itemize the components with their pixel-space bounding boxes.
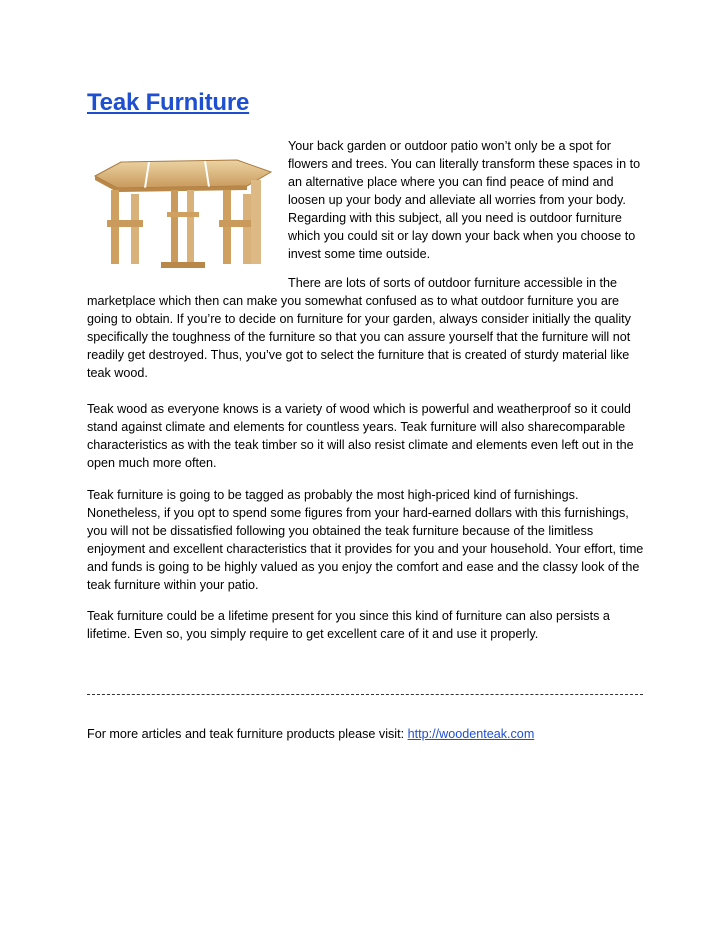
page-title: Teak Furniture xyxy=(87,89,250,116)
paragraph-intro: Your back garden or outdoor patio won’t only be a spot for flowers and trees. You can literally transform these spaces in to an alternative place where you can find peace of mind and loosen up your body and alleviate all worries from your body. Regarding with this subject, all you need is outdoor furniture which you could sit or lay down your back when you choose to invest some time outside. xyxy=(288,139,641,261)
teak-table-chairs-icon xyxy=(87,150,277,278)
divider-line xyxy=(87,694,643,695)
paragraph-choosing: There are lots of sorts of outdoor furniture accessible in the marketplace which then can make you somewhat confused as to what outdoor furniture you are going to obtain. If you’re to decide on furniture for your garden, always consider initially the quality specifically the toughness of the furniture so that you can assure yourself that the furniture will not readily get destroyed. Thus, you’ve got to select the furniture that is created of sturdy material like teak wood. xyxy=(87,276,631,380)
paragraph-price: Teak furniture is going to be tagged as probably the most high-priced kind of furnishings. Nonetheless, if you opt to spend some figures from your hard-earned dollars with this furnishings, you will not be dissatisfied following you obtained the teak furniture because of the limitless enjoyment and excellent characteristics that it provides for you and your household. Your effort, time and funds is going to be highly valued as you enjoy the comfort and ease and the classy look of the teak furniture within your patio. xyxy=(87,488,644,592)
paragraph-teak-wood: Teak wood as everyone knows is a variety of wood which is powerful and weatherproof so it could stand against climate and elements for countless years. Teak furniture will also sharecomparable characteristics as with the teak timber so it will also resist climate and elements even left out in the open much more often. xyxy=(87,402,634,470)
footer-line xyxy=(87,725,652,743)
website-link[interactable]: http://woodenteak.com xyxy=(407,727,535,741)
footer-text: For more articles and teak furniture products please visit: xyxy=(87,727,408,741)
paragraph-lifetime: Teak furniture could be a lifetime present for you since this kind of furniture can also persists a lifetime. Even so, you simply require to get excellent care of it and use it properly. xyxy=(87,609,610,641)
teak-table-chairs-image xyxy=(87,150,277,278)
